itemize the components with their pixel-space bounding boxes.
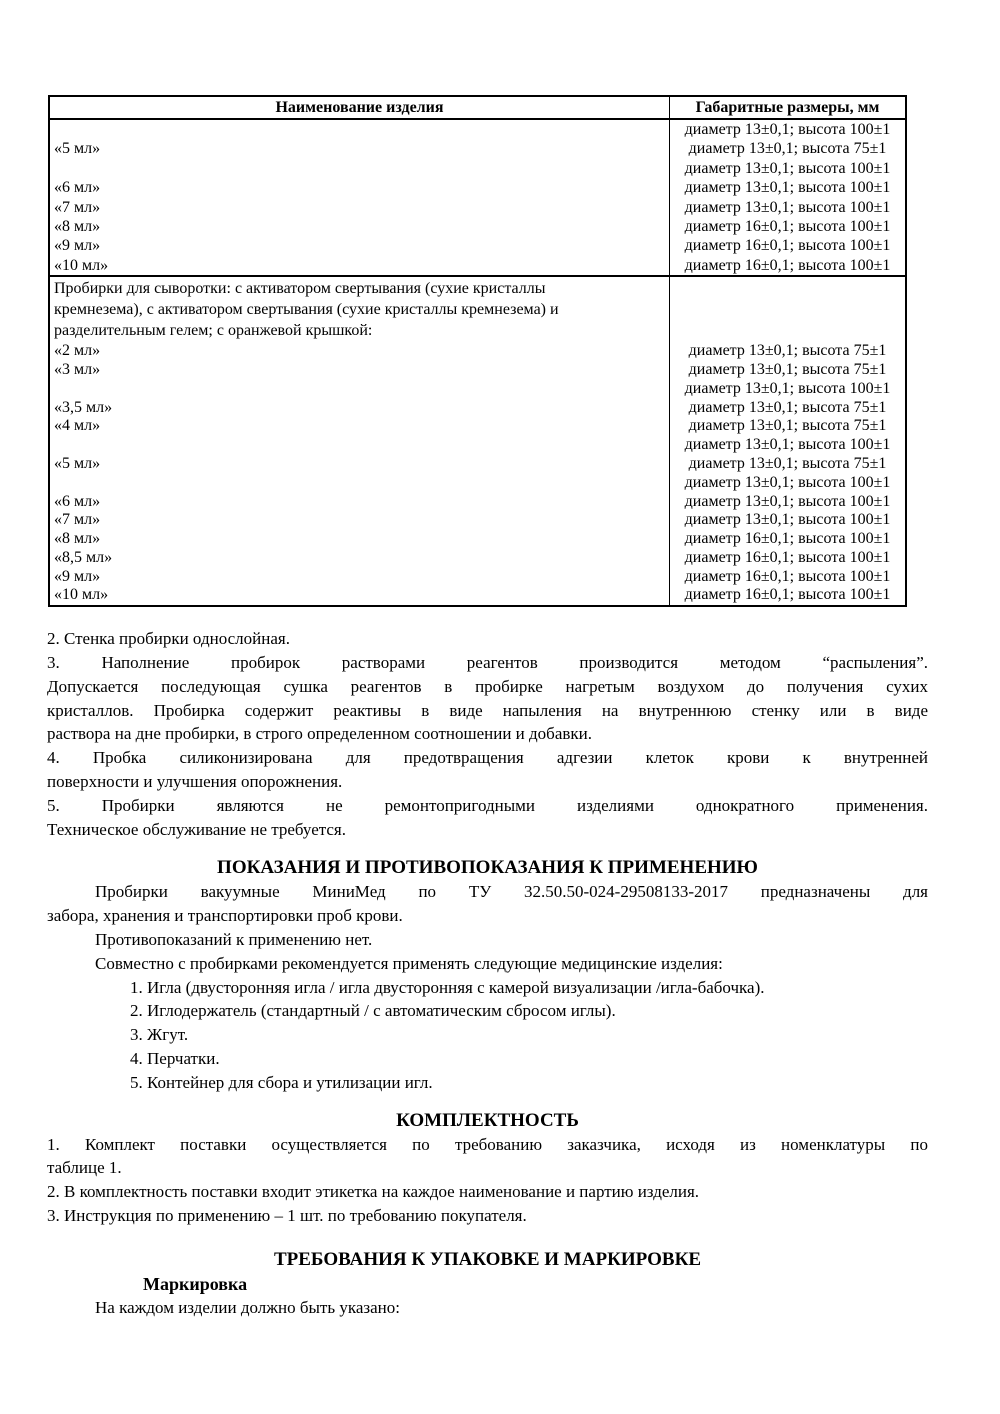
product-name-cell: «8 мл» xyxy=(54,530,101,548)
product-name-cell: «9 мл» xyxy=(54,237,101,255)
dimensions-cell: диаметр 16±0,1; высота 100±1 xyxy=(684,567,891,585)
product-name-cell: «10 мл» xyxy=(54,256,109,274)
list-item-text: Иглодержатель (стандартный / с автоматическим сбросом иглы). xyxy=(147,1001,616,1021)
dimensions-cell: диаметр 13±0,1; высота 75±1 xyxy=(688,140,887,158)
dimensions-cell: диаметр 16±0,1; высота 100±1 xyxy=(684,237,891,255)
product-name-cell xyxy=(50,380,669,399)
dimensions-cell: диаметр 13±0,1; высота 100±1 xyxy=(684,511,891,529)
column-header-product-name: Наименование изделия xyxy=(275,99,444,116)
dimensions-cell: диаметр 16±0,1; высота 100±1 xyxy=(684,530,891,548)
paragraph-single-use xyxy=(47,794,928,842)
list-item-text: Жгут. xyxy=(147,1025,189,1045)
dimensions-cell: диаметр 13±0,1; высота 100±1 xyxy=(684,473,891,491)
dimensions-cell: диаметр 13±0,1; высота 100±1 xyxy=(684,379,891,397)
dimensions-cell: диаметр 13±0,1; высота 100±1 xyxy=(684,121,891,138)
list-item xyxy=(130,999,928,1023)
list-item xyxy=(130,1071,928,1095)
product-name-cell: «5 мл» xyxy=(54,140,101,158)
dimensions-cell: диаметр 13±0,1; высота 75±1 xyxy=(688,454,887,472)
paragraph-delivery-set xyxy=(47,1133,928,1181)
text-line: 3. Наполнение пробирок растворами реагентов производится методом “распыления”. xyxy=(47,653,928,673)
dimensions-column xyxy=(669,120,905,275)
product-name-cell: «3 мл» xyxy=(54,360,101,378)
paragraph-stopper xyxy=(47,746,928,794)
text-line: Пробирки вакуумные МиниМед по ТУ 32.50.50-024-29508133-2017 предназначены для xyxy=(95,882,928,902)
product-names-column xyxy=(50,120,669,275)
paragraph-no-contraindications: Противопоказаний к применению нет. xyxy=(95,930,373,950)
paragraph-instruction: 3. Инструкция по применению – 1 шт. по требованию покупателя. xyxy=(47,1206,527,1226)
paragraph-wall: 2. Стенка пробирки однослойная. xyxy=(47,629,290,649)
text-line: раствора на дне пробирки, в строго определенном соотношении и добавки. xyxy=(47,724,592,744)
dimensions-cell: диаметр 13±0,1; высота 100±1 xyxy=(684,198,891,216)
list-item-number: 1. xyxy=(130,977,143,997)
text-line: поверхности и улучшения опорожнения. xyxy=(47,772,343,792)
product-name-cell xyxy=(50,436,669,455)
product-name-cell xyxy=(50,120,669,139)
subheading-marking: Маркировка xyxy=(143,1273,248,1294)
table-header-row xyxy=(50,97,905,120)
product-name-cell: «8 мл» xyxy=(54,217,101,235)
dimensions-cell: диаметр 16±0,1; высота 100±1 xyxy=(684,217,891,235)
product-name-cell: «6 мл» xyxy=(54,492,101,510)
dimensions-cell: диаметр 16±0,1; высота 100±1 xyxy=(684,256,891,274)
text-line: кристаллов. Пробирка содержит реактивы в виде напыления на внутреннюю стенку или в виде xyxy=(47,700,928,720)
products-spec-table xyxy=(48,95,907,607)
dimensions-cell: диаметр 13±0,1; высота 75±1 xyxy=(688,398,887,416)
dimensions-column xyxy=(669,277,905,605)
product-name-cell: «7 мл» xyxy=(54,198,101,216)
list-item xyxy=(130,976,928,1000)
dimensions-cell: диаметр 13±0,1; высота 100±1 xyxy=(684,492,891,510)
product-name-cell: «7 мл» xyxy=(54,511,101,529)
dimensions-cell: диаметр 13±0,1; высота 100±1 xyxy=(684,179,891,197)
serum-sizes-list xyxy=(670,342,905,605)
product-name-cell: «4 мл» xyxy=(54,417,101,435)
product-name-cell: «6 мл» xyxy=(54,179,101,197)
product-name-cell xyxy=(50,474,669,493)
serum-tubes-description: Пробирки для сыворотки: с активатором свертывания (сухие кристаллы кремнезема), с активатором свертывания (сухие кристаллы кремнезема) и разделительным гелем; с оранжевой крышкой: xyxy=(54,280,559,340)
paragraph-purpose xyxy=(47,880,928,928)
list-item xyxy=(130,1047,928,1071)
dimensions-cell: диаметр 13±0,1; высота 100±1 xyxy=(684,159,891,177)
product-name-cell: «3,5 мл» xyxy=(54,398,113,416)
paragraph-recommended-devices: Совместно с пробирками рекомендуется применять следующие медицинские изделия: xyxy=(95,953,723,973)
paragraph-label: 2. В комплектность поставки входит этикетка на каждое наименование и партию изделия. xyxy=(47,1182,700,1202)
serum-names-list xyxy=(50,342,669,605)
list-item-number: 3. xyxy=(130,1025,143,1045)
paragraph-marking-intro: На каждом изделии должно быть указано: xyxy=(95,1297,400,1317)
section-heading-packaging: ТРЕБОВАНИЯ К УПАКОВКЕ И МАРКИРОВКЕ xyxy=(273,1248,702,1270)
list-item-number: 5. xyxy=(130,1072,143,1092)
text-line: забора, хранения и транспортировки проб крови. xyxy=(47,906,403,926)
column-header-dimensions: Габаритные размеры, мм xyxy=(669,97,905,118)
text-line: 1. Комплект поставки осуществляется по требованию заказчика, исходя из номенклатуры по xyxy=(47,1134,928,1154)
list-item-text: Перчатки. xyxy=(147,1049,220,1069)
table-section-serum-tubes xyxy=(50,275,905,605)
dimensions-cell: диаметр 13±0,1; высота 75±1 xyxy=(688,417,887,435)
paragraph-filling xyxy=(47,651,928,746)
product-name-cell: «2 мл» xyxy=(54,342,101,360)
product-names-column xyxy=(50,277,669,605)
product-name-cell xyxy=(50,159,669,178)
section-heading-indications: ПОКАЗАНИЯ И ПРОТИВОПОКАЗАНИЯ К ПРИМЕНЕНИЮ xyxy=(217,857,758,879)
dimensions-spacer xyxy=(670,277,905,342)
dimensions-cell: диаметр 16±0,1; высота 100±1 xyxy=(684,548,891,566)
text-line: Техническое обслуживание не требуется. xyxy=(47,819,347,839)
list-item xyxy=(130,1023,928,1047)
recommended-devices-list xyxy=(47,976,928,1095)
dimensions-cell: диаметр 13±0,1; высота 75±1 xyxy=(688,342,887,360)
list-item-number: 2. xyxy=(130,1001,143,1021)
list-item-number: 4. xyxy=(130,1049,143,1069)
dimensions-cell: диаметр 13±0,1; высота 75±1 xyxy=(688,360,887,378)
section-heading-completeness: КОМПЛЕКТНОСТЬ xyxy=(396,1109,579,1131)
dimensions-cell: диаметр 16±0,1; высота 100±1 xyxy=(684,586,891,604)
list-item-text: Игла (двусторонняя игла / игла двусторонняя с камерой визуализации /игла-бабочка). xyxy=(147,977,765,997)
text-line: 4. Пробка силиконизирована для предотвращения адгезии клеток крови к внутренней xyxy=(47,748,928,768)
table-section-plain-tubes xyxy=(50,120,905,275)
product-name-cell: «5 мл» xyxy=(54,454,101,472)
product-name-cell: «8,5 мл» xyxy=(54,548,113,566)
list-item-text: Контейнер для сбора и утилизации игл. xyxy=(147,1072,433,1092)
text-line: Допускается последующая сушка реагентов в пробирке нагретым воздухом до получения сухих xyxy=(47,676,928,696)
dimensions-cell: диаметр 13±0,1; высота 100±1 xyxy=(684,436,891,454)
product-name-cell: «9 мл» xyxy=(54,567,101,585)
description-text-block xyxy=(47,627,928,1319)
text-line: таблице 1. xyxy=(47,1158,122,1178)
text-line: 5. Пробирки являются не ремонтопригодными изделиями однократного применения. xyxy=(47,795,928,815)
product-name-cell: «10 мл» xyxy=(54,586,109,604)
